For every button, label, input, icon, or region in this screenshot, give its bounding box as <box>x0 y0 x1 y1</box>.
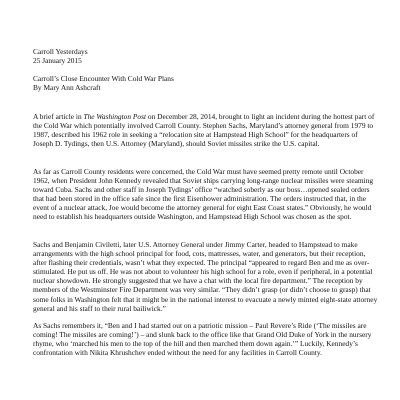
column-name: Carroll Yesterdays <box>33 47 88 56</box>
newspaper-title: The Washington Post <box>83 112 147 121</box>
column-header <box>33 47 378 65</box>
paragraph-4: As Sachs remembers it, “Ben and I had started out on a patriotic mission – Paul Revere’s Ride (‘The missiles are coming! The missiles are coming!’) – and slunk back to the office like that Grand Old Duke of York in the nursery rhyme, who ‘marched his men to the top of the hill and then marched them down again.’” Luckily, Kennedy’s confrontation with Nikita Khrushchev ended without the need for any facilities in Carroll County. <box>33 321 372 358</box>
article-headline: Carroll’s Close Encounter With Cold War Plans <box>33 74 174 83</box>
paragraph-3: Sachs and Benjamin Civiletti, later U.S. Attorney General under Jimmy Carter, headed to Hampstead to make arrangements with the high school principal for food, cots, mattresses, water, and generators, but their reception, after flashing their credentials, wasn’t what they expected. The principal “appeared to regard Ben and me as over-stimulated. He put us off. He was not about to volunteer his high school for a role, even if peripheral, in a potential nuclear showdown. He strongly suggested that we have a chat with the local fire department.” The reception by members of the Westminster Fire Department was very similar. “They didn’t grasp (or didn’t choose to grasp) that some folks in Washington felt that it might be in the national interest to evacuate a newly minted eight-state attorney general and his staff to their rural bailiwick.” <box>33 240 378 313</box>
paragraph-1-lead: A brief article in <box>33 112 84 121</box>
article-byline: By Mary Ann Ashcraft <box>33 83 101 93</box>
paragraph-1 <box>33 112 378 148</box>
column-date: 25 January 2015 <box>33 56 82 66</box>
article-title-block <box>33 74 378 92</box>
paragraph-1-body: on December 28, 2014, brought to light an incident during the hottest part of the Cold War which potentially involved Carroll County. Stephen Sachs, Maryland’s attorney general from 1979 to 1987, described his 1962 role in seeking a “relocation site at Hampstead High School” for the headquarters of Joseph D. Tydings, then U.S. Attorney (Maryland), should Soviet missiles strike the U.S. capital. <box>33 112 375 149</box>
paragraph-2: As far as Carroll County residents were concerned, the Cold War must have seemed pretty remote until October 1962, when President John Kennedy revealed that Soviet ships carrying long-range nuclear missiles were steaming toward Cuba. Sachs and other staff in Joseph Tydings’ office “watched soberly as our boss…opened sealed orders that had been stored in the office safe since the first Eisenhower administration. The orders instructed that, in the event of a nuclear attack, Joe would become the attorney general for eight East Coast states.” Obviously, he would need to establish his headquarters outside Washington, and Hampstead High School was chosen as the spot. <box>33 167 374 222</box>
